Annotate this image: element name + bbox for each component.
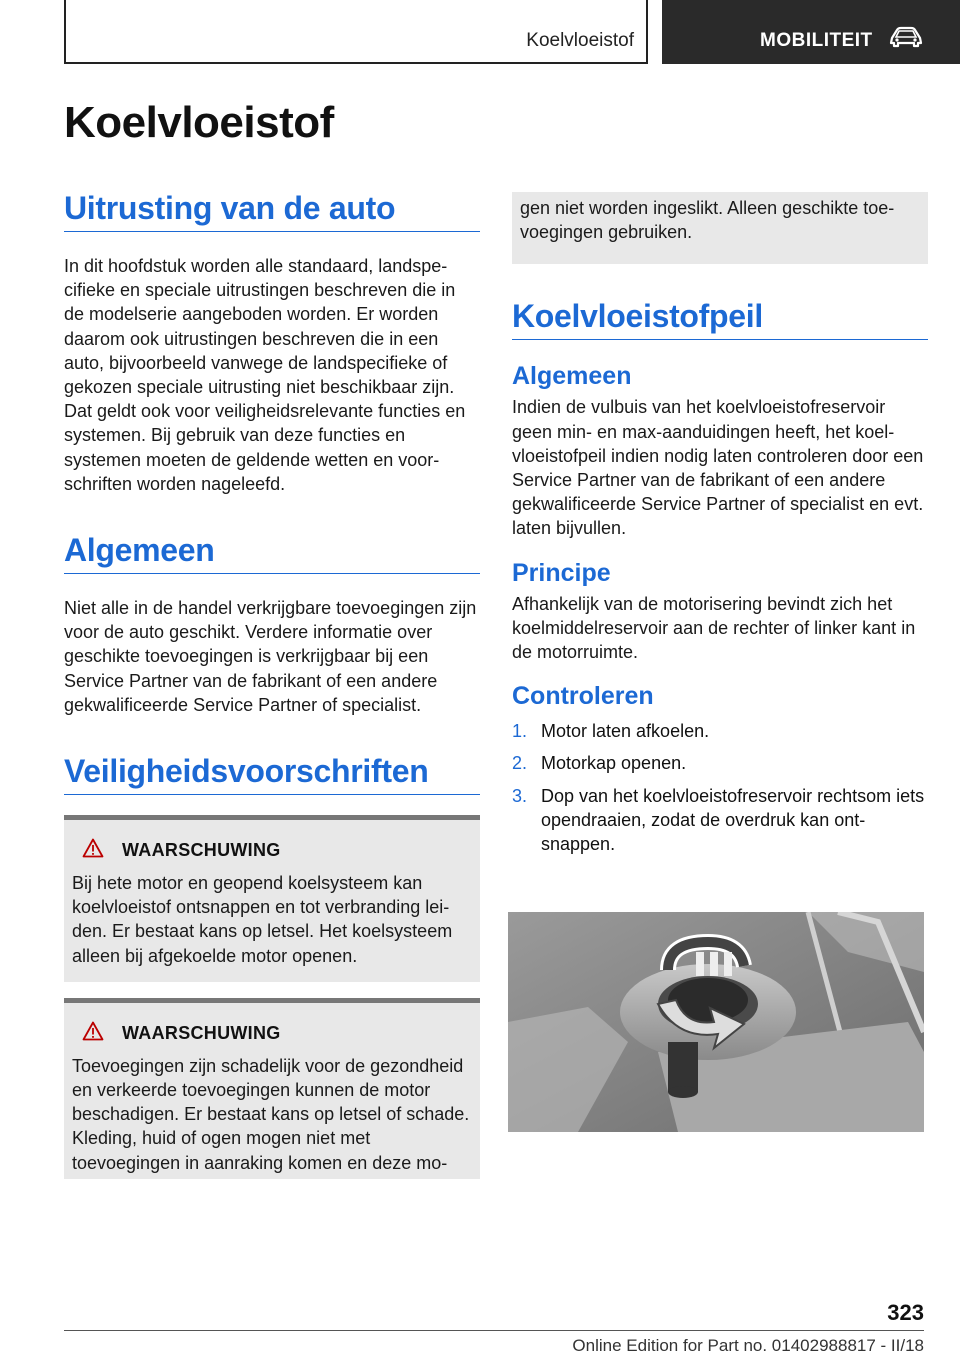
list-item: 1. Motor laten afkoelen. (512, 721, 710, 742)
principle-text: Afhankelijk van de motorisering bevindt zich het koelmiddelreservoir aan de rechter of linker kant in de motorruimte. (512, 593, 916, 663)
left-column (64, 190, 480, 1179)
warning-text-continued: gen niet worden ingeslikt. Alleen geschikte toevoegingen gebruiken. (520, 198, 895, 243)
safety-heading: Veiligheidsvoorschriften (64, 753, 480, 795)
check-subheading: Controleren (512, 682, 654, 711)
edition-text: Online Edition for Part no. 01402988817 - II/18 (572, 1336, 924, 1355)
warning-label: WAARSCHUWING (122, 840, 281, 861)
general-text: Niet alle in de handel verkrijgbare toevoegingen zijn voor de auto geschikt. Verdere informatie over geschikte toevoegingen is verkrijgbaar bij een Service Partner van de fabrikant of een andere gekwalificeerde Service Partner of specialist. (64, 598, 477, 715)
page-title: Koelvloeistof (64, 98, 334, 147)
warning-triangle-icon (82, 838, 104, 863)
warning-box-2-continued (512, 192, 928, 264)
footer-divider (64, 1330, 924, 1331)
general-text: Indien de vulbuis van het koelvloeistofreservoir geen min- en max-aanduidingen heeft, het koelvloeistofpeil indien nodig laten controleren door een Service Partner van de fabrikant of een andere gekwalificeerde Service Partner of specialist en evt. laten bijvullen. (512, 397, 924, 539)
header-section-box (64, 0, 648, 64)
equipment-heading: Uitrusting van de auto (64, 190, 480, 232)
header-chapter-box (662, 0, 960, 64)
check-steps-list (512, 719, 928, 856)
principle-subheading: Principe (512, 558, 611, 587)
coolant-level-heading: Koelvloeistofpeil (512, 298, 928, 340)
warning-box-1 (64, 815, 480, 982)
general-heading: Algemeen (64, 532, 480, 574)
list-item: 2. Motorkap openen. (512, 753, 687, 774)
warning-text: Bij hete motor en geopend koelsysteem kan koelvloeistof ontsnappen en tot verbranding leiden. Er bestaat kans op letsel. Het koelsysteem alleen bij afgekoelde motor openen. (72, 873, 453, 966)
page-number: 323 (887, 1300, 924, 1325)
coolant-reservoir-illustration (508, 912, 924, 1132)
warning-text: Toevoegingen zijn schadelijk voor de gezondheid en verkeerde toevoegingen kunnen de motor beschadigen. Er bestaat kans op letsel of schade. Kleding, huid of ogen mogen niet met toevoegingen in aanraking komen en deze mo- (72, 1055, 470, 1173)
warning-box-2 (64, 998, 480, 1179)
header-chapter-title: MOBILITEIT (760, 30, 873, 51)
general-subheading: Algemeen (512, 362, 632, 391)
warning-triangle-icon (82, 1021, 104, 1046)
car-icon (888, 26, 924, 53)
warning-label: WAARSCHUWING (122, 1022, 281, 1043)
right-column (512, 192, 928, 864)
list-item: 3. Dop van het koelvloeistofreservoir rechtsom iets opendraaien, zodat de overdruk kan ontsnappen. (512, 785, 925, 855)
equipment-text: In dit hoofdstuk worden alle standaard, landspecifieke en speciale uitrustingen beschreven die in de modelserie aangeboden worden. Er worden daarom ook uitrustingen beschreven die in een auto, bijvoorbeeld vanwege de landspecifieke of gekozen speciale uitrusting niet beschikbaar zijn. Dat geldt ook voor veiligheidsrelevante functies en systemen. Bij gebruik van deze functies en systemen moeten de geldende wetten en voorschriften worden nageleefd. (64, 256, 466, 494)
header-section-title: Koelvloeistof (526, 30, 634, 51)
